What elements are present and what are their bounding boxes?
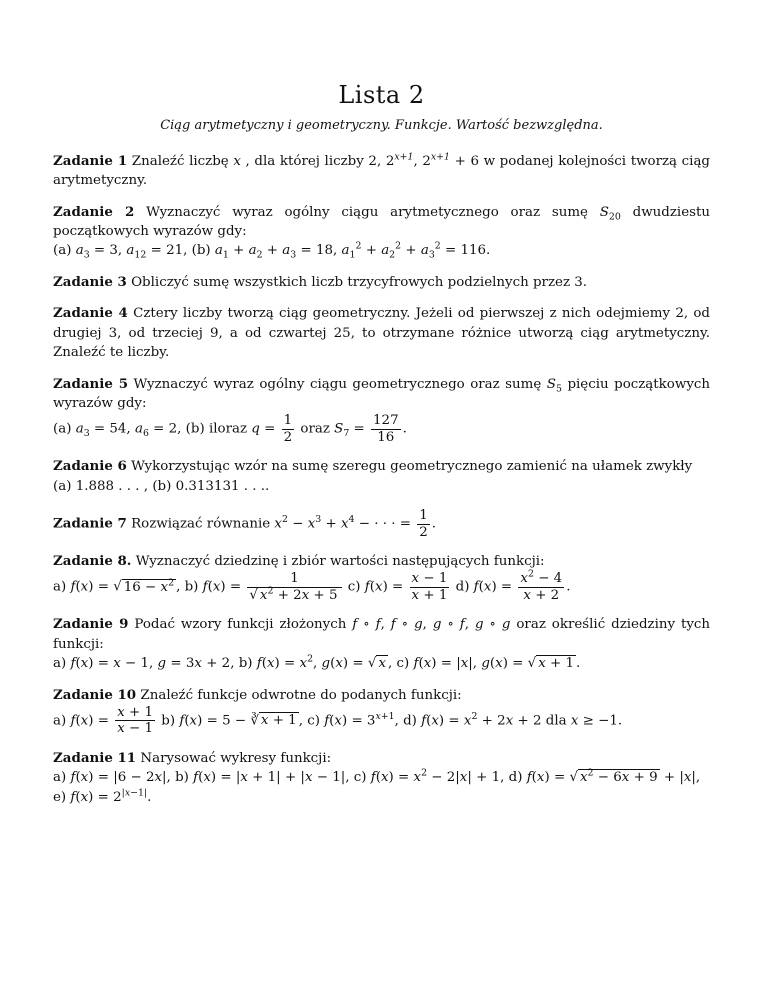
- task-label: Zadanie 3: [53, 273, 127, 290]
- task-label: Zadanie 2: [53, 203, 135, 220]
- task-label: Zadanie 4: [53, 305, 128, 322]
- task-label: Zadanie 5: [53, 375, 129, 392]
- task-label: Zadanie 8.: [53, 552, 132, 569]
- task-11: Zadanie 11 Narysować wykresy funkcji: a) f(x) = |6 − 2x|, b) f(x) = |x + 1| + |x − 1|, c) $f(x) = x^2 - 2|x| + 1$, d) f(x) = √ $x^2 - 6x + 9 + |x|$, e) $f(x) = 2^{|x-1|}$.: [53, 749, 701, 805]
- task-label: Zadanie 1: [53, 152, 128, 169]
- page-title: Lista 2: [338, 81, 425, 109]
- task-10: Zadanie 10 Znaleźć funkcje odwrotne do podanych funkcji: a) f(x) = $\frac{x + 1}{x - 1}$ b) f(x) = 5 − ∛ x + 1 , c) $f(x) = 3^{x+1}$, d) $f(x) = x^2 + 2x + 2$ dla x ≥ −1.: [53, 686, 623, 737]
- page-subtitle: Ciąg arytmetyczny i geometryczny. Funkcje. Wartość bezwzględna.: [160, 117, 603, 133]
- task-6: Zadanie 6 Wykorzystując wzór na sumę szeregu geometrycznego zamienić na ułamek zwykły (a) 1.888 . . . , (b) 0.313131 . . ..: [53, 458, 693, 494]
- task-8: Zadanie 8. Wyznaczyć dziedzinę i zbiór wartości następujących funkcji: a) f(x) = √ $16 - x^2$ , b) f(x) = $\frac{1}{√ x^2 + 2x + 5}$ c) f(x) = $\frac{x - 1}{x + 1}$ d) f(x) = $\frac{x^2 - 4}{x + 2}$ .: [53, 552, 571, 603]
- task-5: Zadanie 5 Wyznaczyć wyraz ogólny ciągu geometrycznego oraz sumę $S_5$ pięciu początkowych wyrazów gdy: (a) $a_3 = 54$, $a_6 = 2$, (b) iloraz q = $\frac{1}{2}$ oraz $S_7$ = $\frac{127}{16}$ .: [53, 375, 711, 445]
- task-9: Zadanie 9 Podać wzory funkcji złożonych f ∘ f, f ∘ g, g ∘ f, g ∘ g oraz określić dziedziny tych funkcji: a) f(x) = x − 1, g = 3x + 2, b) $f(x) = x^2$, g(x) = √ x , c) f(x) = |x|, g(x) = √ x + 1 .: [53, 616, 711, 672]
- task-label: Zadanie 10: [53, 686, 137, 703]
- task-label: Zadanie 9: [53, 616, 129, 633]
- task-2: Zadanie 2 Wyznaczyć wyraz ogólny ciągu arytmetycznego oraz sumę $S_{20}$ dwudziestu początkowych wyrazów gdy: (a) $a_3 = 3$, $a_{12} = 21$, (b) $a_1 + a_2 + a_3 = 18$, $a_1^2 + a_2^2 + a_3^2 = 116$.: [53, 203, 711, 262]
- task-4: Zadanie 4 Cztery liczby tworzą ciąg geometryczny. Jeżeli od pierwszej z nich odejmiemy 2, od drugiej 3, od trzeciej 9, a od czwartej 25, to otrzymane różnice utworzą ciąg arytmetyczny. Znaleźć te liczby.: [53, 305, 710, 361]
- document-page: [53, 78, 710, 819]
- task-label: Zadanie 6: [53, 458, 127, 475]
- task-label: Zadanie 11: [53, 749, 137, 766]
- task-3: Zadanie 3 Obliczyć sumę wszystkich liczb trzycyfrowych podzielnych przez 3.: [53, 273, 588, 290]
- task-1: Zadanie 1 Znaleźć liczbę x , dla której liczby 2, $2^{x+1}$, $2^{x+1} + 6$ w podanej kolejności tworzą ciąg arytmetyczny.: [53, 151, 710, 189]
- task-label: Zadanie 7: [53, 515, 127, 532]
- task-7: Zadanie 7 Rozwiązać równanie $x^2 - x^3 + x^4$ − · · · = $\frac{1}{2}$ .: [53, 508, 437, 540]
